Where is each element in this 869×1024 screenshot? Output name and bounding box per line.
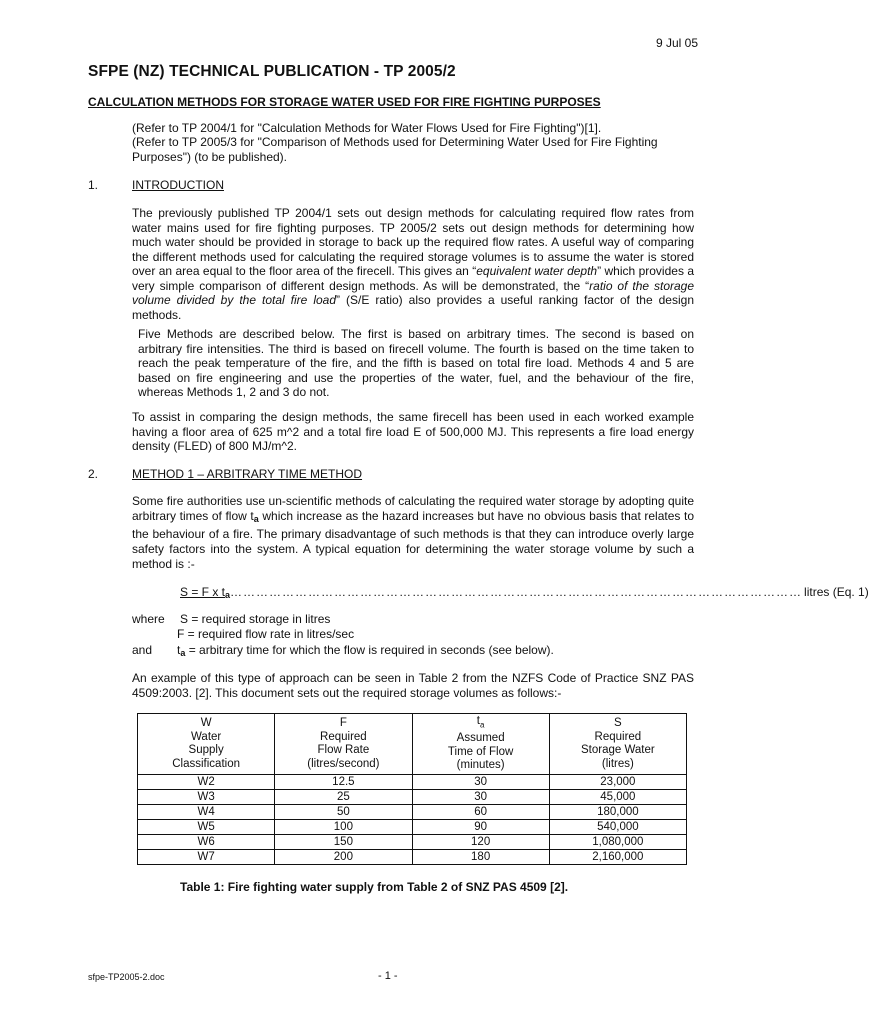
table-header-cell bbox=[275, 714, 412, 775]
header-line: Assumed bbox=[456, 732, 505, 745]
table-row bbox=[138, 820, 687, 835]
table-cell: 2,160,000 bbox=[549, 850, 686, 865]
document-date: 9 Jul 05 bbox=[655, 36, 698, 50]
table-cell: W6 bbox=[138, 835, 275, 850]
section-2-heading: METHOD 1 – ARBITRARY TIME METHOD bbox=[132, 467, 363, 481]
subscript: a bbox=[225, 590, 231, 600]
header-line: W bbox=[200, 717, 212, 729]
table-cell: 90 bbox=[412, 820, 549, 835]
subscript: a bbox=[180, 648, 186, 658]
table-cell: W2 bbox=[138, 775, 275, 790]
document-title: SFPE (NZ) TECHNICAL PUBLICATION - TP 2005/2 bbox=[88, 63, 456, 80]
table-cell: 540,000 bbox=[549, 820, 686, 835]
section-1-heading: INTRODUCTION bbox=[132, 178, 224, 192]
header-line: Flow Rate bbox=[317, 744, 370, 756]
section-1-number: 1. bbox=[88, 178, 99, 192]
table-cell: 200 bbox=[275, 850, 412, 865]
paragraph-text: which increase as the hazard increases but have no obvious basis that relates to the behaviour of a fire. The primary disadvantage of such methods is that they can introduce overly large safety factors into the system. A typical equation for determining the water storage volume by such a method is :- bbox=[132, 509, 694, 571]
table-row bbox=[138, 835, 687, 850]
header-line: Time of Flow bbox=[447, 745, 514, 758]
subscript: a bbox=[480, 720, 485, 730]
emphasis-text: ratio of the storage volume divided by the total fire load bbox=[132, 278, 695, 307]
equation-1 bbox=[180, 585, 869, 600]
header-symbol: t bbox=[476, 715, 480, 728]
and-label: and bbox=[132, 643, 153, 657]
header-line: S bbox=[614, 717, 622, 729]
paragraph-text: Some fire authorities use un-scientific methods of calculating the required water storage by adopting quite arbitrary times of flow t bbox=[132, 494, 694, 523]
equation-leader-dots: …………………………………………………………………………………………………………………… bbox=[230, 585, 803, 599]
header-line: Required bbox=[594, 730, 642, 743]
table-row bbox=[138, 790, 687, 805]
table-cell: 45,000 bbox=[549, 790, 686, 805]
table-cell: W4 bbox=[138, 805, 275, 820]
table-caption: Table 1: Fire fighting water supply from Table 2 of SNZ PAS 4509 [2]. bbox=[180, 880, 569, 894]
where-label: where bbox=[132, 612, 165, 626]
paragraph-text: ” (S/E ratio) also provides a useful ranking factor of the design methods. bbox=[132, 293, 694, 322]
storage-table bbox=[137, 713, 687, 865]
header-line bbox=[413, 715, 549, 732]
table-header-cell bbox=[138, 714, 275, 775]
reference-note-1: (Refer to TP 2004/1 for "Calculation Methods for Water Flows Used for Fire Fighting")[1]. bbox=[132, 121, 602, 135]
header-line: F bbox=[339, 717, 347, 729]
header-line: (minutes) bbox=[456, 759, 505, 772]
section-1-paragraph-2: Five Methods are described below. The first is based on arbitrary times. The second is based on arbitrary fire intensities. The third is based on firecell volume. The fourth is based on the time taken to reach the peak temperature of the fire, and the fifth is based on total fire load. Methods 4 and 5 are based on fire engineering and use the properties of the water, fuel, and the behaviour of the fire, whereas Methods 1, 2 and 3 do not. bbox=[138, 327, 694, 399]
table-header-cell bbox=[549, 714, 686, 775]
header-line: Classification bbox=[172, 757, 240, 770]
symbol-t: t bbox=[177, 643, 181, 657]
header-line: Storage Water bbox=[581, 744, 655, 756]
table-cell: 50 bbox=[275, 805, 412, 820]
table-cell: 30 bbox=[412, 775, 549, 790]
equation-rhs: litres (Eq. 1) bbox=[804, 585, 869, 599]
header-line: Supply bbox=[188, 744, 224, 756]
reference-note-2: (Refer to TP 2005/3 for "Comparison of Methods used for Determining Water Used for Fire Fighting Purposes") (to be published). bbox=[132, 135, 658, 164]
equation-lhs-text: S = F x t bbox=[180, 585, 226, 599]
table-cell: W7 bbox=[138, 850, 275, 865]
table-cell: 23,000 bbox=[549, 775, 686, 790]
table-cell: 150 bbox=[275, 835, 412, 850]
footer-page-number: - 1 - bbox=[378, 970, 398, 982]
table-cell: 100 bbox=[275, 820, 412, 835]
header-line: (litres) bbox=[601, 757, 634, 770]
equation-lhs bbox=[180, 585, 230, 600]
table-row bbox=[138, 850, 687, 865]
table-cell: 25 bbox=[275, 790, 412, 805]
table-cell: 180,000 bbox=[549, 805, 686, 820]
paragraph-text: The previously published TP 2004/1 sets out design methods for calculating required flow rates from water mains used for fire fighting purposes. TP 2005/2 sets out design methods for determining how much water should be provided in storage to back up the required flow rates. A useful way of comparing the different methods used for calculating the required storage volumes is to assume the water is stored over an area equal to the floor area of the firecell. This gives an “ bbox=[132, 206, 694, 278]
table-cell: W3 bbox=[138, 790, 275, 805]
table-cell: 120 bbox=[412, 835, 549, 850]
table-cell: 60 bbox=[412, 805, 549, 820]
header-line: (litres/second) bbox=[307, 757, 380, 770]
section-1-paragraph-1 bbox=[132, 206, 694, 322]
footer-filename: sfpe-TP2005-2.doc bbox=[88, 972, 165, 982]
emphasis-text: equivalent water depth bbox=[476, 264, 598, 278]
table-cell: 12.5 bbox=[275, 775, 412, 790]
table-cell: 1,080,000 bbox=[549, 835, 686, 850]
table-header-row bbox=[138, 714, 687, 775]
header-line: Water bbox=[191, 730, 222, 743]
definition-t bbox=[177, 643, 554, 661]
subscript: a bbox=[253, 514, 259, 524]
section-2-number: 2. bbox=[88, 467, 99, 481]
header-line: Required bbox=[320, 730, 367, 743]
section-2-paragraph-2: An example of this type of approach can be seen in Table 2 from the NZFS Code of Practice SNZ PAS 4509:2003. [2]. This document sets out the required storage volumes as follows:- bbox=[132, 671, 694, 700]
section-2-paragraph-1 bbox=[132, 494, 694, 572]
definition-f: F = required flow rate in litres/sec bbox=[177, 627, 355, 641]
table-cell: W5 bbox=[138, 820, 275, 835]
document-subtitle: CALCULATION METHODS FOR STORAGE WATER USED FOR FIRE FIGHTING PURPOSES bbox=[88, 95, 601, 109]
table-header-cell bbox=[412, 714, 549, 775]
table-row bbox=[138, 805, 687, 820]
definition-s: S = required storage in litres bbox=[180, 612, 331, 626]
table-row bbox=[138, 775, 687, 790]
table-cell: 30 bbox=[412, 790, 549, 805]
paragraph-text: ” which provides a very simple comparison of different design methods. As will be demonstrated, the “ bbox=[132, 264, 695, 293]
definition-text: = arbitrary time for which the flow is required in seconds (see below). bbox=[185, 643, 554, 657]
table-cell: 180 bbox=[412, 850, 549, 865]
section-1-paragraph-3: To assist in comparing the design methods, the same firecell has been used in each worked example having a floor area of 625 m^2 and a total fire load E of 500,000 MJ. This represents a fire load energy density (FLED) of 800 MJ/m^2. bbox=[132, 410, 694, 453]
